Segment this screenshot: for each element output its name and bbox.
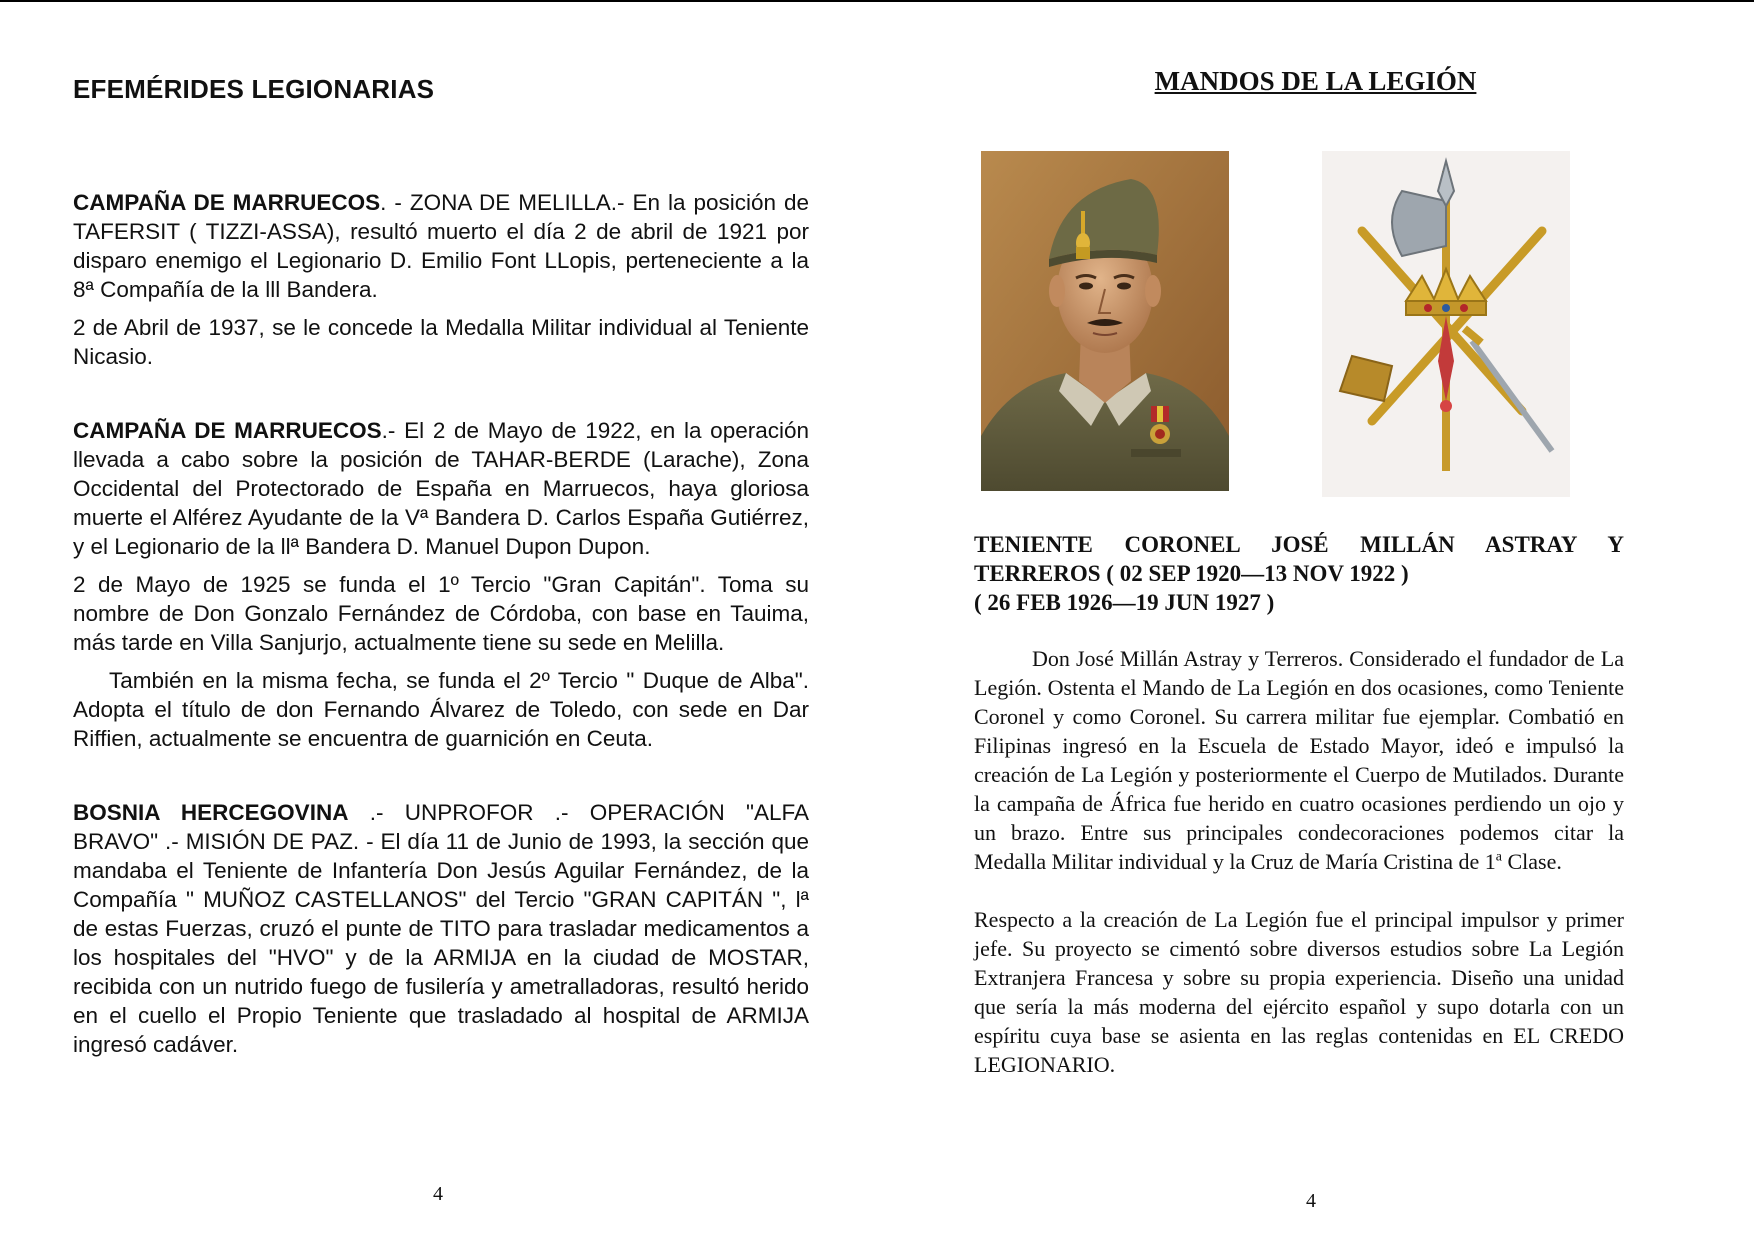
right-page-title-text: MANDOS DE LA LEGIÓN <box>1154 66 1477 96</box>
superscript: a <box>1495 849 1502 865</box>
left-page-title: EFEMÉRIDES LEGIONARIAS <box>73 74 435 104</box>
right-page-title <box>877 66 1754 97</box>
entry-text: .- El 2 de Mayo de 1922, en la operación llevada a cabo sobre la posición de TAHAR-BERDE (Larache), Zona Occidental del Protectorado de España en Marruecos, haya gloriosa muerte el Alférez Ayudante de la Vª Bandera D. Carlos España Gutiérrez, y el Legionario de la llª Bandera D. Manuel Dupon Dupon. <box>73 418 809 559</box>
biography-text: Don José Millán Astray y Terreros. Considerado el fundador de La Legión. Ostenta el Mando de La Legión en dos ocasiones, como Teniente Coronel y como Coronel. Su carrera militar fue ejemplar. Combatió en Filipinas ingresó en la Escuela de Estado Mayor, ideó e impulsó la creación de La Legión y posteriormente el Cuerpo de Mutilados. Durante la campaña de África fue herido en cuatro ocasiones perdiendo un ojo y un brazo. Entre sus principales condecoraciones podemos citar la Medalla Militar individual y la Cruz de María Cristina de 1 <box>974 646 1624 874</box>
right-page-number: 4 <box>1306 1190 1316 1212</box>
commander-heading-line: TENIENTE CORONEL JOSÉ MILLÁN ASTRAY Y TERREROS ( 02 SEP 1920—13 NOV 1922 ) <box>974 532 1624 586</box>
biography-text-end: Clase. <box>1501 849 1562 874</box>
entry-heading: CAMPAÑA DE MARRUECOS <box>73 190 381 215</box>
commander-dates-line: ( 26 FEB 1926—19 JUN 1927 ) <box>974 590 1275 615</box>
entry-paragraph <box>73 416 809 561</box>
commander-biography <box>974 644 1624 1079</box>
portrait-painting <box>981 151 1229 491</box>
entry-text: . - ZONA DE MELILLA.- En la posición de TAFERSIT ( TIZZI-ASSA), resultó muerto el día 2 de abril de 1921 por disparo enemigo el Legionario D. Emilio Font LLopis, perteneciente a la 8ª Compañía de la lll Bandera. <box>73 190 809 302</box>
right-page <box>877 0 1754 1240</box>
entry-text: .- UNPROFOR .- OPERACIÓN "ALFA BRAVO" .- MISIÓN DE PAZ. - El día 11 de Junio de 1993, la sección que mandaba el Teniente de Infantería Don Jesús Aguilar Fernández, de la Compañía " MUÑOZ CASTELLANOS" del Tercio "GRAN CAPITÁN ", lª de estas Fuerzas, cruzó el punte de TITO para trasladar medicamentos a los hospitales del "HVO" y de la ARMIJA en la ciudad de MOSTAR, recibida con un nutrido fuego de fusilería y ametralladoras, resultó herido en el cuello el Propio Teniente que trasladado al hospital de ARMIJA ingresó cadáver. <box>73 800 809 1057</box>
entry-note: 2 de Mayo de 1925 se funda el 1º Tercio "Gran Capitán". Toma su nombre de Don Gonzalo Fernández de Córdoba, con base en Tauima, más tarde en Villa Sanjurjo, actualmente tiene su sede en Melilla. <box>73 572 809 655</box>
legion-emblem-image <box>1322 151 1570 497</box>
entry-heading: CAMPAÑA DE MARRUECOS <box>73 418 382 443</box>
entry-paragraph <box>73 798 809 1059</box>
left-page-body <box>73 188 809 1059</box>
commander-heading <box>974 530 1624 617</box>
left-page-number: 4 <box>433 1183 443 1205</box>
entry-note: También en la misma fecha, se funda el 2º Tercio " Duque de Alba". Adopta el título de don Fernando Álvarez de Toledo, con sede en Dar Riffien, actualmente se encuentra de guarnición en Ceuta. <box>73 668 809 751</box>
biography-paragraph: Respecto a la creación de La Legión fue el principal impulsor y primer jefe. Su proyecto se cimentó sobre diversos estudios sobre La Legión Extranjera Francesa y sobre su propia experiencia. Diseño una unidad que sería la más moderna del ejército español y supo dotarla con un espíritu cuya base se asienta en las reglas contenidas en EL CREDO LEGIONARIO. <box>974 907 1624 1077</box>
entry-paragraph <box>73 188 809 304</box>
biography-paragraph <box>974 644 1624 876</box>
entry-note: 2 de Abril de 1937, se le concede la Medalla Militar individual al Teniente Nicasio. <box>73 315 809 369</box>
entry-heading: BOSNIA HERCEGOVINA <box>73 800 349 825</box>
